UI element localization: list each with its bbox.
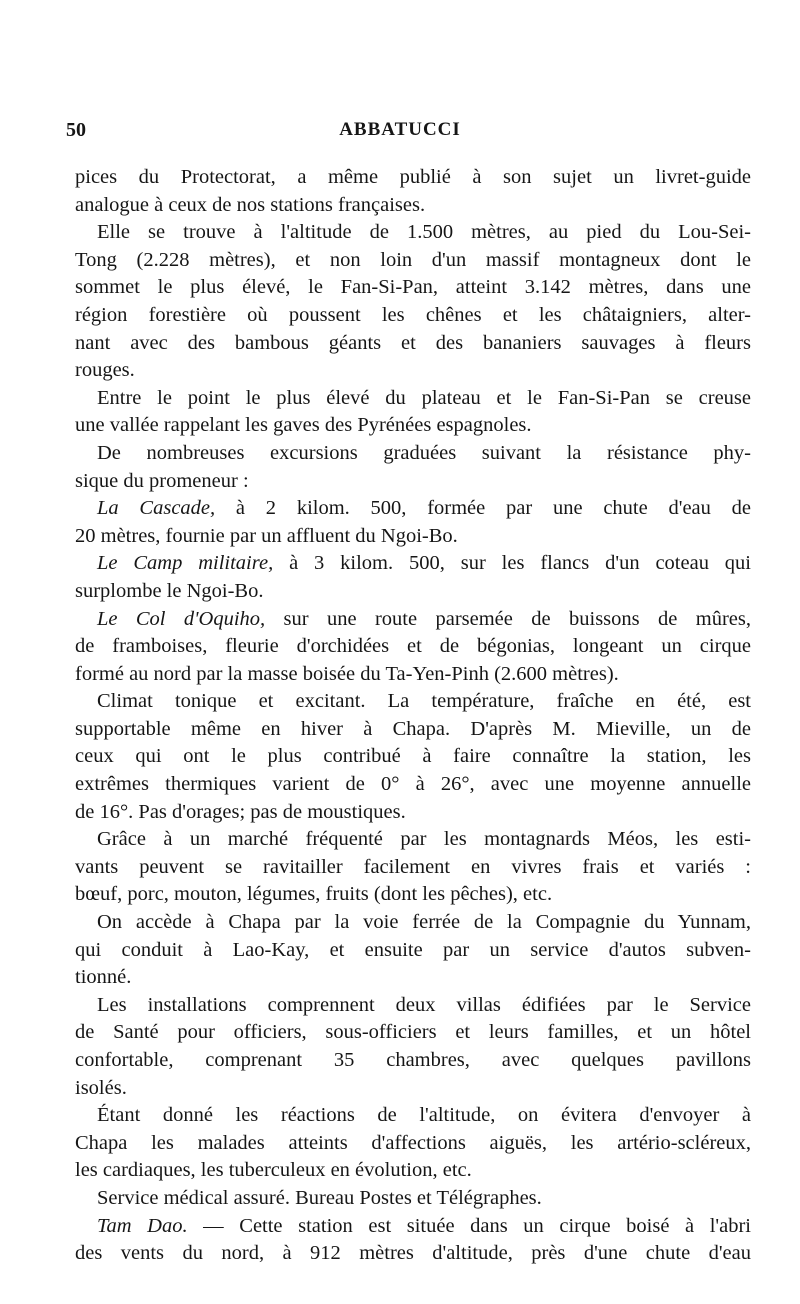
body-text — [75, 164, 751, 1268]
italic-heading: La Cascade, — [97, 497, 216, 520]
line-text: tionné. — [75, 966, 132, 989]
text-line — [75, 854, 751, 882]
text-line — [75, 550, 751, 578]
text-line — [75, 716, 751, 744]
text-line — [75, 799, 751, 827]
text-line — [75, 1185, 751, 1213]
line-text: formé au nord par la masse boisée du Ta-Yen-Pinh (2.600 mètres). — [75, 662, 619, 685]
text-line — [75, 357, 751, 385]
line-text: à 2 kilom. 500, formée par une chute d'eau de — [215, 497, 752, 520]
text-line — [75, 1047, 751, 1075]
text-line — [75, 219, 751, 247]
line-text: rouges. — [75, 359, 135, 382]
text-line — [75, 412, 751, 440]
text-line — [75, 302, 751, 330]
text-line — [75, 440, 751, 468]
line-text: De nombreuses excursions graduées suivant la résistance phy- — [97, 441, 751, 464]
line-text: les cardiaques, les tuberculeux en évolution, etc. — [75, 1159, 472, 1182]
line-text: On accède à Chapa par la voie ferrée de la Compagnie du Yunnam, — [97, 911, 751, 934]
text-line — [75, 606, 751, 634]
running-title: ABBATUCCI — [339, 119, 461, 140]
line-text: vants peuvent se ravitailler facilement en vivres frais et variés : — [75, 855, 751, 878]
italic-heading: Le Camp militaire, — [97, 552, 274, 575]
text-line — [75, 661, 751, 689]
text-line — [75, 523, 751, 551]
line-text: ceux qui ont le plus contribué à faire connaître la station, les — [75, 745, 751, 768]
text-line — [75, 385, 751, 413]
text-line — [75, 468, 751, 496]
line-text: supportable même en hiver à Chapa. D'après M. Mieville, un de — [75, 717, 751, 740]
line-text: sur une route parsemée de buissons de mûres, — [265, 607, 751, 630]
text-line — [75, 881, 751, 909]
line-text: Chapa les malades atteints d'affections aiguës, les artério-scléreux, — [75, 1131, 751, 1154]
line-text: surplombe le Ngoi-Bo. — [75, 579, 264, 602]
line-text: extrêmes thermiques varient de 0° à 26°, avec une moyenne annuelle — [75, 773, 751, 796]
line-text: des vents du nord, à 912 mètres d'altitude, près d'une chute d'eau — [75, 1242, 751, 1265]
line-text: de framboises, fleurie d'orchidées et de bégonias, longeant un cirque — [75, 635, 751, 658]
text-line — [75, 992, 751, 1020]
text-line — [75, 164, 751, 192]
line-text: confortable, comprenant 35 chambres, avec quelques pavillons — [75, 1049, 751, 1071]
text-line — [75, 1130, 751, 1158]
line-text: sommet le plus élevé, le Fan-Si-Pan, atteint 3.142 mètres, dans une — [75, 276, 751, 299]
line-text: — Cette station est située dans un cirque boisé à l'abri — [187, 1214, 751, 1237]
line-text: région forestière où poussent les chênes et les châtaigniers, alter- — [75, 303, 751, 326]
text-line — [75, 826, 751, 854]
text-line — [75, 1102, 751, 1130]
line-text: isolés. — [75, 1076, 127, 1099]
text-line — [75, 330, 751, 358]
line-text: Elle se trouve à l'altitude de 1.500 mètres, au pied du Lou-Sei- — [97, 221, 751, 244]
line-text: analogue à ceux de nos stations françaises. — [75, 193, 426, 216]
text-line — [75, 909, 751, 937]
line-text: Entre le point le plus élevé du plateau et le Fan-Si-Pan se creuse — [97, 386, 751, 409]
text-line — [75, 937, 751, 965]
line-text: Service médical assuré. Bureau Postes et Télégraphes. — [97, 1186, 542, 1209]
text-line — [75, 495, 751, 523]
text-line — [75, 192, 751, 220]
line-text: Étant donné les réactions de l'altitude, on évitera d'envoyer à — [97, 1104, 751, 1127]
line-text: à 3 kilom. 500, sur les flancs d'un coteau qui — [273, 552, 752, 575]
text-line — [75, 1019, 751, 1047]
line-text: Grâce à un marché fréquenté par les montagnards Méos, les esti- — [97, 828, 751, 851]
text-line — [75, 964, 751, 992]
line-text: qui conduit à Lao-Kay, et ensuite par un service d'autos subven- — [75, 938, 751, 961]
text-line — [75, 1213, 751, 1241]
text-line — [75, 743, 751, 771]
line-text: bœuf, porc, mouton, légumes, fruits (dont les pêches), etc. — [75, 883, 553, 906]
line-text: Climat tonique et excitant. La température, fraîche en été, est — [97, 690, 751, 713]
line-text: Les installations comprennent deux villas édifiées par le Service — [97, 993, 751, 1016]
text-line — [75, 578, 751, 606]
text-line — [75, 247, 751, 275]
text-line — [75, 1157, 751, 1185]
line-text: Tong (2.228 mètres), et non loin d'un massif montagneux dont le — [75, 248, 751, 271]
line-text: de 16°. Pas d'orages; pas de moustiques. — [75, 800, 406, 823]
line-text: nant avec des bambous géants et des bananiers sauvages à fleurs — [75, 331, 751, 354]
line-text: une vallée rappelant les gaves des Pyrénées espagnoles. — [75, 414, 532, 437]
text-line — [75, 1075, 751, 1103]
line-text: de Santé pour officiers, sous-officiers et leurs familles, et un hôtel — [75, 1021, 751, 1044]
text-line — [75, 1240, 751, 1268]
text-line — [75, 633, 751, 661]
line-text: 20 mètres, fournie par un affluent du Ngoi-Bo. — [75, 524, 458, 547]
line-text: pices du Protectorat, a même publié à son sujet un livret-guide — [75, 166, 751, 188]
text-line — [75, 688, 751, 716]
line-text: sique du promeneur : — [75, 469, 249, 492]
italic-heading: Le Col d'Oquiho, — [97, 607, 266, 630]
page-number: 50 — [66, 119, 86, 141]
text-line — [75, 274, 751, 302]
text-line — [75, 771, 751, 799]
italic-heading: Tam Dao. — [97, 1214, 188, 1237]
